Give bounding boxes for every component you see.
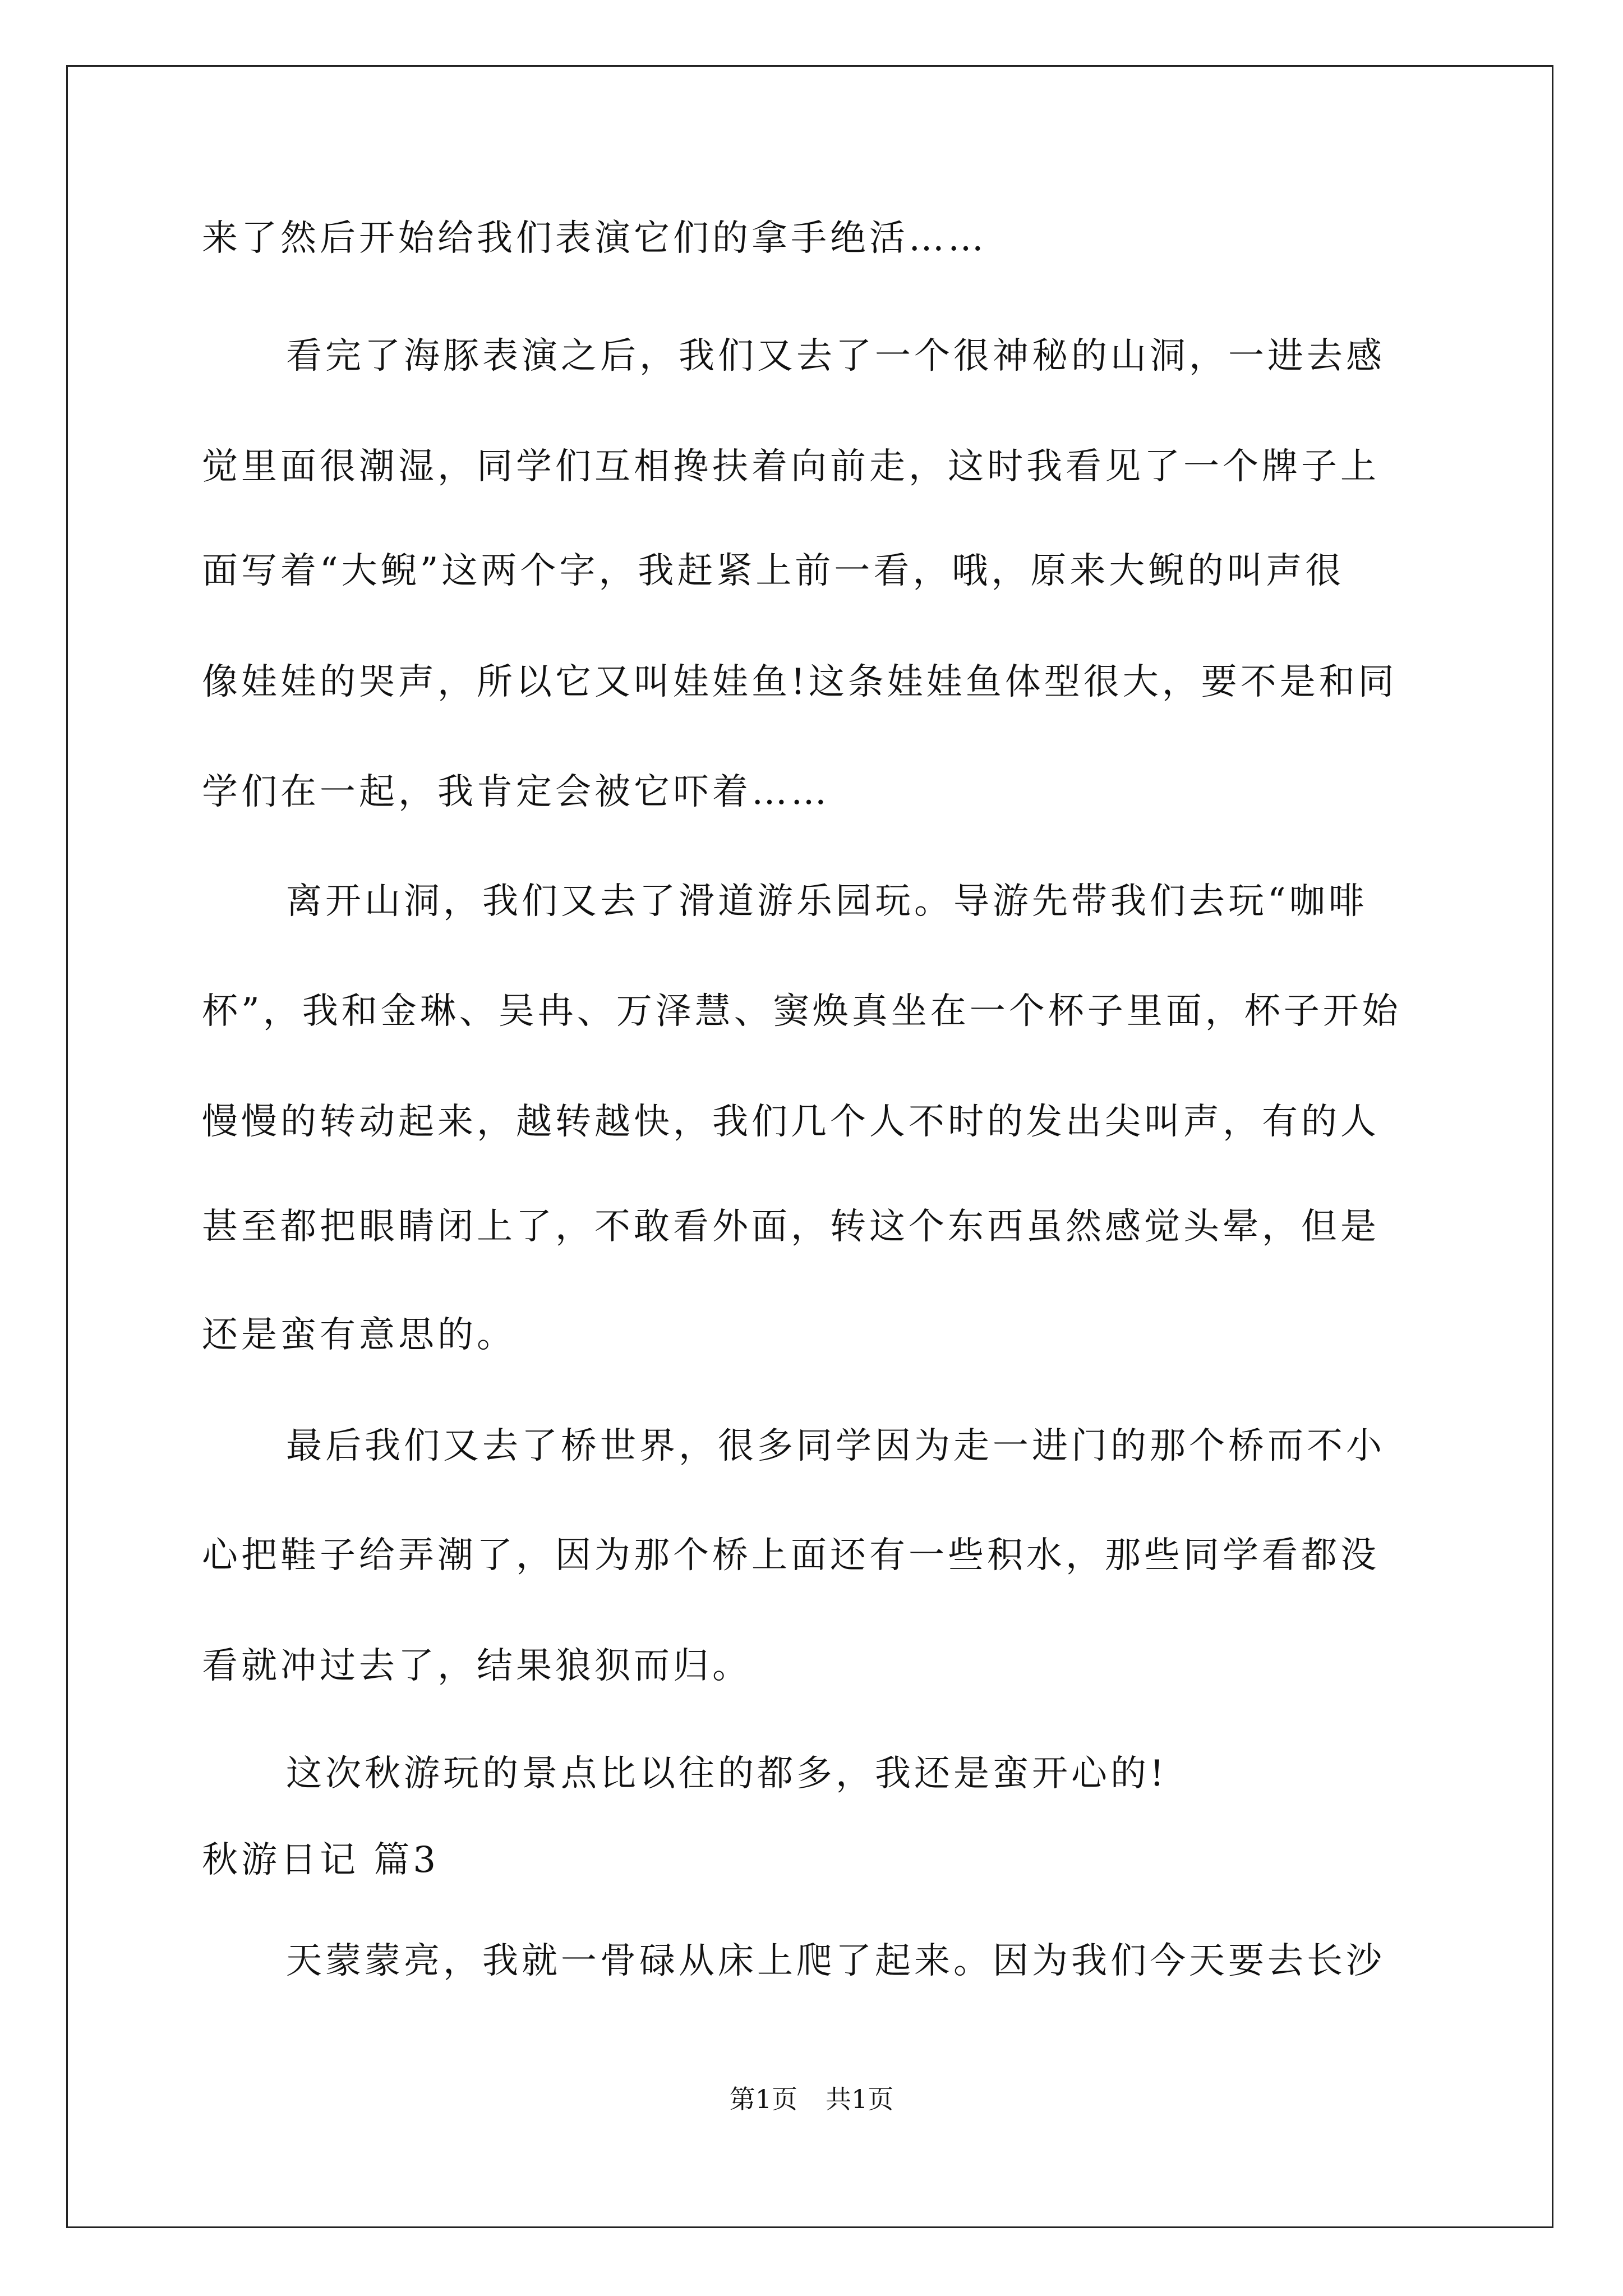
text-line: 面写着“大鲵”这两个字，我赶紧上前一看，哦，原来大鲵的叫声很 [202, 550, 1345, 592]
text-line: 甚至都把眼睛闭上了，不敢看外面，转这个东西虽然感觉头晕，但是 [202, 1206, 1380, 1248]
text-line: 学们在一起，我肯定会被它吓着…… [202, 771, 830, 813]
text-line: 慢慢的转动起来，越转越快，我们几个人不时的发出尖叫声，有的人 [202, 1101, 1380, 1143]
text-line: 觉里面很潮湿，同学们互相搀扶着向前走，这时我看见了一个牌子上 [202, 446, 1380, 487]
text-line: 像娃娃的哭声，所以它又叫娃娃鱼!这条娃娃鱼体型很大，要不是和同 [202, 661, 1398, 703]
text-line: 来了然后开始给我们表演它们的拿手绝活…… [202, 218, 987, 259]
paragraph-start-line: 看完了海豚表演之后，我们又去了一个很神秘的山洞，一进去感 [286, 335, 1385, 377]
paragraph-start-line: 离开山洞，我们又去了滑道游乐园玩。导游先带我们去玩“咖啡 [286, 881, 1368, 922]
page-number: 第1页 [729, 2084, 797, 2114]
page-footer [0, 2082, 1623, 2116]
text-line: 看就冲过去了，结果狼狈而归。 [202, 1645, 751, 1687]
paragraph-start-line: 天蒙蒙亮，我就一骨碌从床上爬了起来。因为我们今天要去长沙 [286, 1940, 1385, 1982]
page-border [66, 65, 1553, 2228]
text-line: 还是蛮有意思的。 [202, 1314, 516, 1356]
paragraph-start-line: 最后我们又去了桥世界，很多同学因为走一进门的那个桥而不小 [286, 1425, 1385, 1467]
paragraph-start-line: 这次秋游玩的景点比以往的都多，我还是蛮开心的! [286, 1753, 1168, 1795]
page-total: 共1页 [826, 2084, 894, 2114]
text-line: 杯”，我和金琳、吴冉、万泽慧、窦焕真坐在一个杯子里面，杯子开始 [202, 991, 1401, 1032]
section-heading: 秋游日记 篇3 [202, 1839, 440, 1881]
text-line: 心把鞋子给弄潮了，因为那个桥上面还有一些积水，那些同学看都没 [202, 1535, 1380, 1576]
